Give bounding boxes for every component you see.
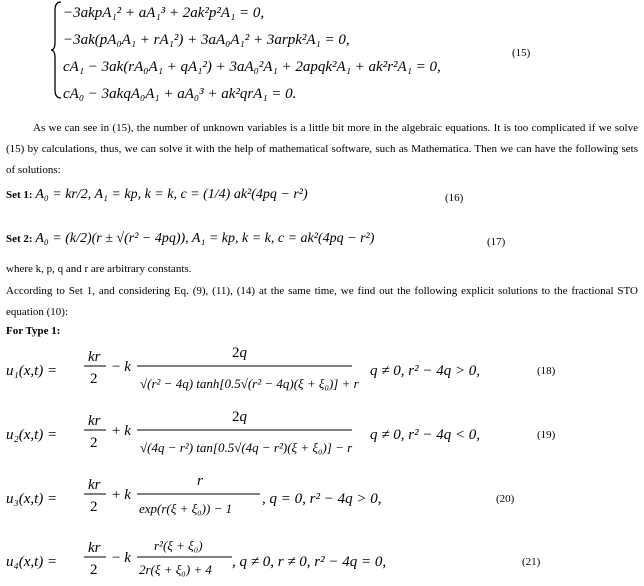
svg-text:2q: 2q [232, 409, 247, 425]
u4-condition: , q ≠ 0, r ≠ 0, r² − 4q = 0, [232, 554, 387, 570]
svg-text:2: 2 [90, 499, 98, 515]
svg-text:2r(ξ + ξ₀) + 4: 2r(ξ + ξ₀) + 4 [139, 562, 212, 577]
equation-number-16: (16) [445, 192, 464, 204]
paragraph-according: According to Set 1, and considering Eq. (9), (11), (14) at the same time, we find out the following explicit solutions to the fractional STO equation (10): [6, 285, 638, 318]
u2-lhs: u₂(x,t) = [6, 427, 58, 443]
u1-lhs: u₁(x,t) = [6, 363, 58, 379]
paragraph-solve: As we can see in (15), the number of unknown variables is a little bit more in the algebraic equations. It is too complicated if we solve (15) by calculations, thus, we can solve it with the help of mathematical software, such as Mathematica. Then we can have the following sets of solutions: [6, 122, 638, 176]
svg-text:2: 2 [90, 435, 98, 451]
u1-equation [82, 343, 362, 403]
set1-line [6, 186, 308, 204]
svg-text:√(r² − 4q) tanh[0.5√(r² − 4q)(: √(r² − 4q) tanh[0.5√(r² − 4q)(ξ + ξ₀)] + r [140, 376, 359, 391]
svg-text:2: 2 [90, 562, 98, 578]
svg-text:kr: kr [88, 477, 101, 493]
set1-label: Set 1: [6, 189, 33, 201]
u2-condition: q ≠ 0, r² − 4q < 0, [370, 427, 481, 443]
svg-text:r²(ξ + ξ₀): r²(ξ + ξ₀) [154, 538, 203, 553]
svg-text:− k: − k [112, 550, 131, 566]
type1-label: For Type 1: [6, 325, 61, 337]
equation-number-19: (19) [537, 429, 556, 441]
u3-condition: , q = 0, r² − 4q > 0, [262, 491, 382, 507]
svg-text:kr: kr [88, 413, 101, 429]
system-eq-1: −3akpA₁² + aA₁³ + 2ak²p²A₁ = 0, [63, 5, 265, 21]
u3-lhs: u₃(x,t) = [6, 491, 58, 507]
equation-number-15: (15) [512, 47, 531, 59]
set1-equation: A₀ = kr/2, A₁ = kp, k = k, c = (1/4) ak²(4pq − r²) [35, 187, 308, 202]
svg-text:− k: − k [112, 359, 131, 375]
where-line: where k, p, q and r are arbitrary constants. [6, 263, 192, 275]
equation-number-17: (17) [487, 236, 506, 248]
u2-equation [82, 407, 362, 467]
svg-text:2: 2 [90, 371, 98, 387]
set2-equation: A₀ = (k/2)(r ± √(r² − 4pq)), A₁ = kp, k = k, c = ak²(4pq − r²) [35, 231, 375, 246]
svg-text:kr: kr [88, 349, 101, 365]
svg-text:+ k: + k [112, 487, 131, 503]
system-eq-3: cA₁ − 3ak(rA₀A₁ + qA₁²) + 3aA₀²A₁ + 2apqk²A₁ + ak²r²A₁ = 0, [63, 59, 441, 75]
svg-text:exp(r(ξ + ξ₀)) − 1: exp(r(ξ + ξ₀)) − 1 [139, 501, 233, 516]
u4-lhs: u₄(x,t) = [6, 554, 58, 570]
svg-text:r: r [197, 473, 203, 489]
svg-text:kr: kr [88, 540, 101, 556]
equation-number-20: (20) [496, 493, 515, 505]
svg-text:+ k: + k [112, 423, 131, 439]
system-eq-2: −3ak(pA₀A₁ + rA₁²) + 3aA₀A₁² + 3arpk²A₁ = 0, [63, 32, 350, 48]
svg-text:2q: 2q [232, 345, 247, 361]
equation-number-18: (18) [537, 365, 556, 377]
system-brace [50, 0, 64, 100]
svg-text:√(4q − r²) tan[0.5√(4q − r²)(ξ: √(4q − r²) tan[0.5√(4q − r²)(ξ + ξ₀)] − r [140, 440, 353, 455]
set2-label: Set 2: [6, 233, 33, 245]
set2-line [6, 230, 374, 248]
u3-equation [82, 471, 282, 531]
u1-condition: q ≠ 0, r² − 4q > 0, [370, 363, 481, 379]
system-eq-4: cA₀ − 3akqA₀A₁ + aA₀³ + ak²qrA₁ = 0. [63, 86, 297, 102]
equation-number-21: (21) [522, 556, 541, 568]
